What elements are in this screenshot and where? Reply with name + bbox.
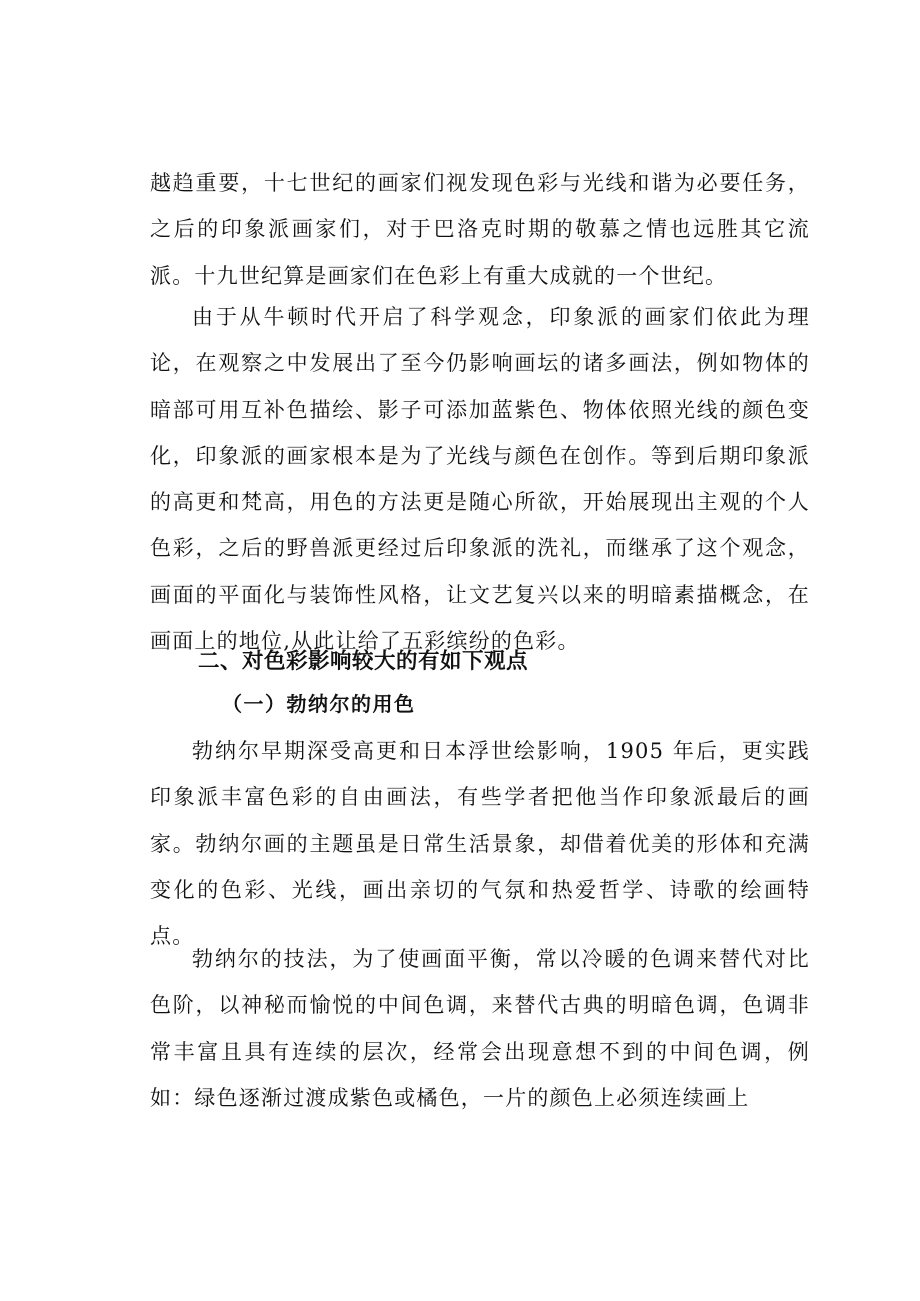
paragraph-bonnard-intro: 勃纳尔早期深受高更和日本浮世绘影响，1905 年后，更实践印象派丰富色彩的自由画法，有些学者把他当作印象派最后的画家。勃纳尔画的主题虽是日常生活景象，却借着优美的形体和充满变化的色彩、光线，画出亲切的气氛和热爱哲学、诗歌的绘画特点。 (150, 739, 810, 949)
paragraph-continued: 越趋重要，十七世纪的画家们视发现色彩与光线和谐为必要任务，之后的印象派画家们，对于巴洛克时期的敬慕之情也远胜其它流派。十九世纪算是画家们在色彩上有重大成就的一个世纪。 (150, 171, 810, 288)
paragraph-science: 由于从牛顿时代开启了科学观念，印象派的画家们依此为理论，在观察之中发展出了至今仍影响画坛的诸多画法，例如物体的暗部可用互补色描绘、影子可添加蓝紫色、物体依照光线的颜色变化，印象派的画家根本是为了光线与颜色在创作。等到后期印象派的高更和梵高，用色的方法更是随心所欲，开始展现出主观的个人色彩，之后的野兽派更经过后印象派的洗礼，而继承了这个观念，画面的平面化与装饰性风格，让文艺复兴以来的明暗素描概念，在画面上的地位,从此让给了五彩缤纷的色彩。 (150, 305, 810, 654)
section-heading: 二、对色彩影响较大的有如下观点 (198, 649, 529, 674)
paragraph-bonnard-technique: 勃纳尔的技法，为了使画面平衡，常以冷暖的色调来替代对比色阶，以神秘而愉悦的中间色调，来替代古典的明暗色调，色调非常丰富且具有连续的层次，经常会出现意想不到的中间色调，例如：绿色逐渐过渡成紫色或橘色，一片的颜色上必须连续画上 (150, 947, 810, 1110)
subsection-heading: （一）勃纳尔的用色 (222, 692, 416, 716)
